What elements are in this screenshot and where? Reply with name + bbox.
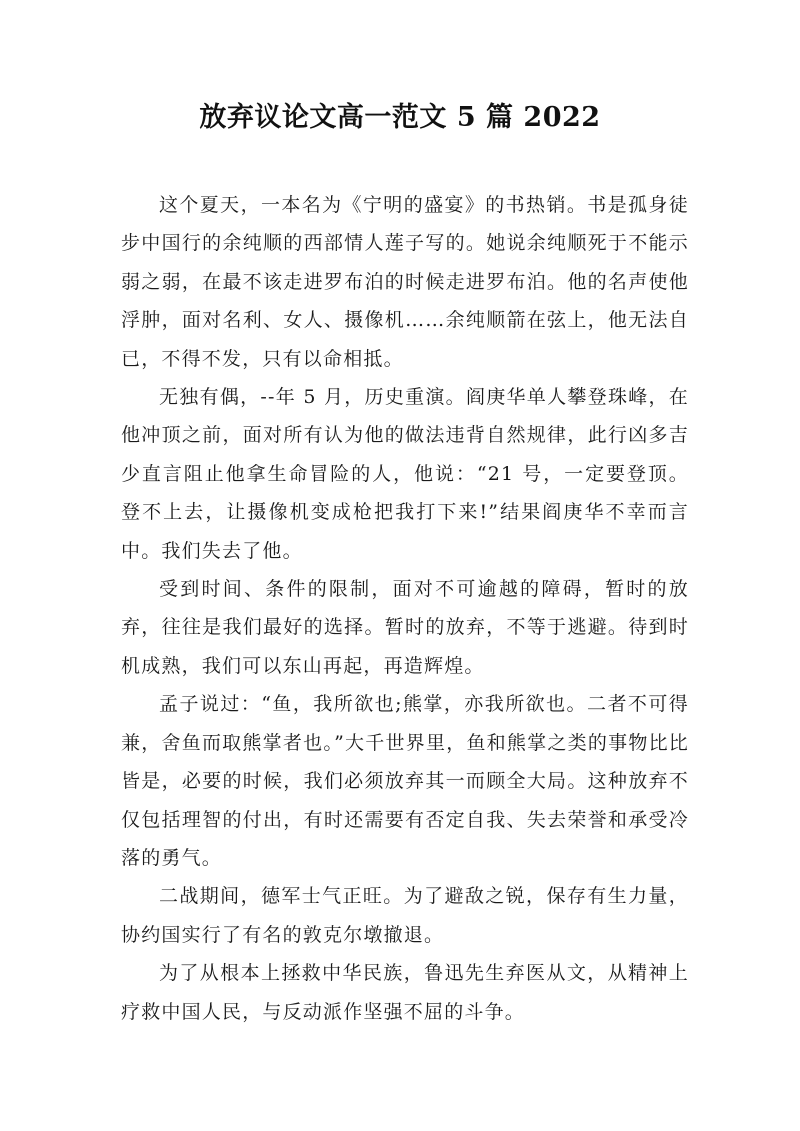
paragraph-3: 受到时间、条件的限制，面对不可逾越的障碍，暂时的放弃，往往是我们最好的选择。暂时的放弃，不等于逃避。待到时机成熟，我们可以东山再起，再造辉煌。 [121,578,689,677]
paragraph-2: 无独有偶，--年 5 月，历史重演。阎庚华单人攀登珠峰，在他冲顶之前，面对所有认为他的做法违背自然规律，此行凶多吉少直言阻止他拿生命冒险的人，他说：“21 号，一定要登顶。登不上去，让摄像机变成枪把我打下来!”结果阎庚华不幸而言中。我们失去了他。 [121,386,689,562]
document-body [121,186,689,1031]
document-title: 放弃议论文高一范文 5 篇 2022 [199,102,601,133]
paragraph-4: 孟子说过：“鱼，我所欲也;熊掌，亦我所欲也。二者不可得兼，舍鱼而取熊掌者也。”大千世界里，鱼和熊掌之类的事物比比皆是，必要的时候，我们必须放弃其一而顾全大局。这种放弃不仅包括理智的付出，有时还需要有否定自我、失去荣誉和承受冷落的勇气。 [121,693,689,869]
paragraph-5: 二战期间，德军士气正旺。为了避敌之锐，保存有生力量，协约国实行了有名的敦克尔墩撤退。 [121,885,689,946]
paragraph-1: 这个夏天，一本名为《宁明的盛宴》的书热销。书是孤身徒步中国行的余纯顺的西部情人莲子写的。她说余纯顺死于不能示弱之弱，在最不该走进罗布泊的时候走进罗布泊。他的名声使他浮肿，面对名利、女人、摄像机……余纯顺箭在弦上，他无法自已，不得不发，只有以命相抵。 [121,194,689,370]
paragraph-6: 为了从根本上拯救中华民族，鲁迅先生弃医从文，从精神上疗救中国人民，与反动派作坚强不屈的斗争。 [121,962,689,1023]
